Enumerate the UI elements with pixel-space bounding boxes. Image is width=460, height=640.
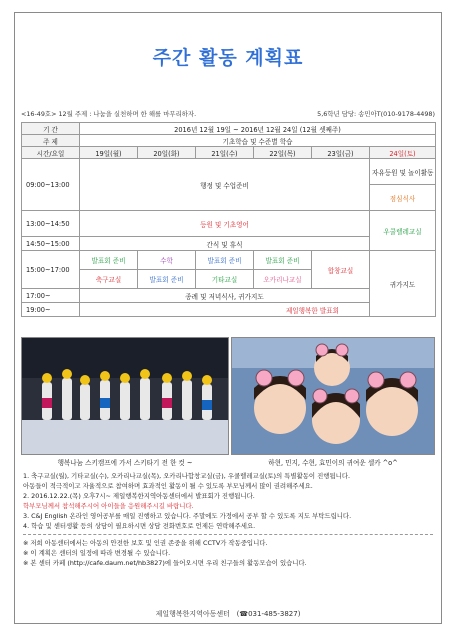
activity-cell: 행정 및 수업준비 — [80, 159, 370, 211]
day-header: 21일(수) — [196, 147, 254, 159]
time-cell: 13:00~14:50 — [22, 211, 80, 237]
time-cell: 15:00~17:00 — [22, 251, 80, 289]
selfie-photo-caption: 하현, 민지, 수현, 효민이의 귀여운 셀카 ^o^ — [268, 459, 398, 467]
period-value: 2016년 12월 19일 ~ 2016년 12월 24일 (12월 셋째주) — [80, 123, 436, 135]
theme-value: 기초학습 및 수준별 학습 — [80, 135, 436, 147]
day-header: 20일(화) — [138, 147, 196, 159]
period-label: 기 간 — [22, 123, 80, 135]
activity-cell: 제일행복한 발표회 — [80, 303, 370, 317]
activity-cell: 종례 및 저녁식사, 귀가지도 — [80, 289, 370, 303]
activity-cell: 오카리나교실 — [254, 270, 312, 289]
center-name: 제일행복한지역아동센터 — [155, 610, 230, 618]
notice-line: ※ 이 계획은 센터의 일정에 따라 변경될 수 있습니다. — [23, 549, 171, 557]
saturday-activity: 귀가지도 — [370, 251, 436, 317]
notice-line: ※ 본 센터 카페 (http://cafe.daum.net/hb3827)에 들어오시면 우리 친구들의 활동모습이 있습니다. — [23, 559, 307, 567]
note-line: 3. C&J English 온라인 영어공부를 매일 진행하고 있습니다. 주말에도 가정에서 공부 할 수 있도록 지도 부탁드립니다. — [23, 512, 352, 520]
teacher-contact: 5,6학년 담당: 송민아T(010-9178-4498) — [317, 110, 435, 118]
note-line: 1. 축구교실(월), 기타교실(수), 오카리나교실(목), 오카리나합창교실(금), 우쿨렐레교실(토)의 특별활동이 진행됩니다. — [23, 472, 351, 480]
center-phone: ☎031-485-3827 — [239, 610, 298, 618]
day-header-saturday: 24일(토) — [370, 147, 436, 159]
time-cell: 19:00~ — [22, 303, 80, 317]
footer: 제일행복한지역아동센터 (☎031-485-3827) — [155, 610, 301, 618]
monthly-theme: <16-49호> 12월 주제 : 나눔을 실천하며 한 해를 마무리하자. — [21, 110, 197, 118]
activity-cell: 기타교실 — [196, 270, 254, 289]
time-cell: 09:00~13:00 — [22, 159, 80, 211]
selfie-image — [232, 338, 435, 455]
weekly-plan-sheet — [14, 12, 442, 624]
activity-cell: 간식 및 휴식 — [80, 237, 370, 251]
notice-line: ※ 저희 아동센터에서는 아동의 안전한 보호 및 인권 존중을 위해 CCTV가 작동중입니다. — [23, 539, 268, 547]
time-cell: 17:00~ — [22, 289, 80, 303]
activity-cell: 수학 — [138, 251, 196, 270]
theme-label: 주 제 — [22, 135, 80, 147]
time-cell: 14:50~15:00 — [22, 237, 80, 251]
activity-cell: 발표회 준비 — [138, 270, 196, 289]
divider — [23, 534, 433, 535]
activity-cell: 발표회 준비 — [80, 251, 138, 270]
page-title: 주간 활동 계획표 — [152, 47, 304, 69]
ski-photo-caption: 행복나눔 스키캠프에 가서 스키타기 전 한 컷 ~ — [57, 459, 193, 467]
activity-cell: 등원 및 기초영어 — [80, 211, 370, 237]
activity-cell: 발표회 준비 — [254, 251, 312, 270]
day-header: 23일(금) — [312, 147, 370, 159]
day-header: 19일(월) — [80, 147, 138, 159]
activity-cell: 축구교실 — [80, 270, 138, 289]
time-header: 시간/요일 — [22, 147, 80, 159]
notes-section — [23, 471, 433, 568]
selfie-photo — [231, 337, 435, 455]
note-line: 4. 학습 및 센터생활 등의 상담이 필요하시면 상담 전화번호로 언제든 연락해주세요. — [23, 522, 256, 530]
ski-camp-image — [22, 338, 229, 455]
subhead — [21, 109, 435, 121]
note-line: 학부모님께서 참석해주시어 아이들을 응원해주시길 바랍니다. — [23, 502, 194, 510]
note-line: 아동들이 적극적이고 자율적으로 참여하며 효과적인 활동이 될 수 있도록 부모님께서 많이 권려해주세요. — [23, 482, 313, 490]
note-line: 2. 2016.12.22.(목) 오후7시~ 제일행복한지역아동센터에서 발표회가 진행됩니다. — [23, 492, 255, 500]
activity-cell: 합창교실 — [312, 251, 370, 289]
saturday-activity: 우쿨렐레교실 — [370, 211, 436, 251]
saturday-activity: 점심식사 — [370, 185, 436, 211]
activity-cell: 발표회 준비 — [196, 251, 254, 270]
ski-camp-photo — [21, 337, 229, 455]
day-header: 22일(목) — [254, 147, 312, 159]
saturday-activity: 자유등원 및 놀이활동 — [370, 159, 436, 185]
schedule-table — [21, 122, 436, 317]
